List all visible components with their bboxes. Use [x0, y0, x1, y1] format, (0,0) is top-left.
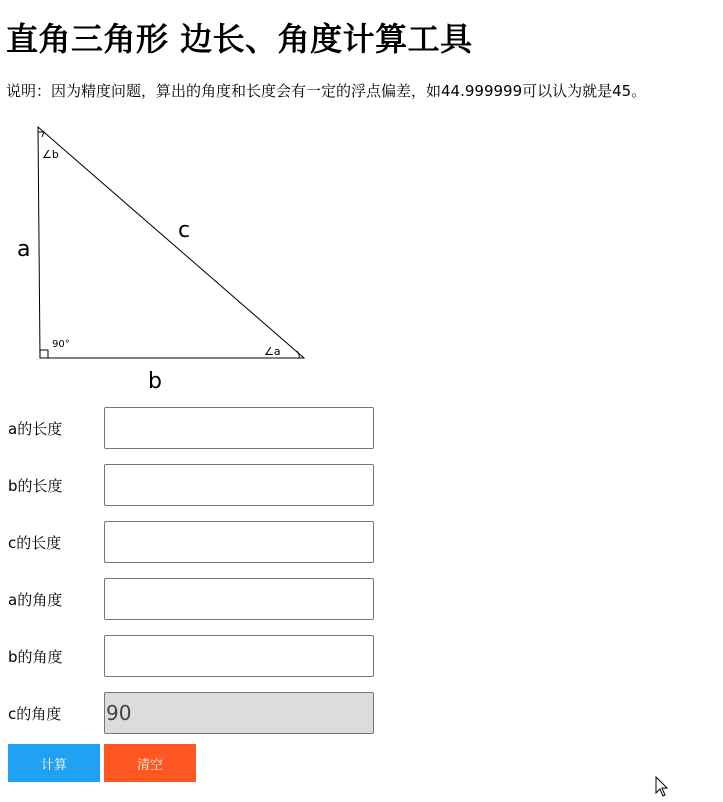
side-a-label: a [17, 237, 31, 262]
side-b-label: b [148, 369, 162, 394]
a-angle-label: a的角度 [8, 591, 63, 609]
c-length-input[interactable] [104, 521, 374, 563]
triangle-shape [38, 127, 304, 358]
precision-note: 说明：因为精度问题，算出的角度和长度会有一定的浮点偏差，如44.999999可以认为就是45。 [6, 82, 647, 100]
angle-a-mark [297, 351, 299, 358]
right-angle-mark [40, 350, 48, 358]
side-c-label: c [178, 218, 191, 243]
mouse-pointer-icon [655, 776, 669, 798]
page-title: 直角三角形 边长、角度计算工具 [6, 20, 473, 58]
clear-button[interactable]: 清空 [104, 744, 196, 782]
a-angle-input[interactable] [104, 578, 374, 620]
row-b-length [0, 464, 380, 506]
a-length-input[interactable] [104, 407, 374, 449]
row-a-angle [0, 578, 380, 620]
row-b-angle [0, 635, 380, 677]
right-angle-label: 90° [52, 339, 70, 350]
c-angle-label: c的角度 [8, 705, 62, 723]
row-c-angle [0, 692, 380, 734]
row-c-length [0, 521, 380, 563]
b-length-label: b的长度 [8, 477, 63, 495]
row-a-length [0, 407, 380, 449]
angle-b-label: ∠b [42, 148, 59, 161]
b-length-input[interactable] [104, 464, 374, 506]
angle-a-label: ∠a [264, 345, 281, 358]
c-length-label: c的长度 [8, 534, 62, 552]
c-angle-input[interactable] [104, 692, 374, 734]
calculate-button[interactable]: 计算 [8, 744, 100, 782]
a-length-label: a的长度 [8, 420, 63, 438]
triangle-diagram [0, 118, 340, 398]
angle-b-mark [38, 132, 44, 137]
b-angle-input[interactable] [104, 635, 374, 677]
b-angle-label: b的角度 [8, 648, 63, 666]
